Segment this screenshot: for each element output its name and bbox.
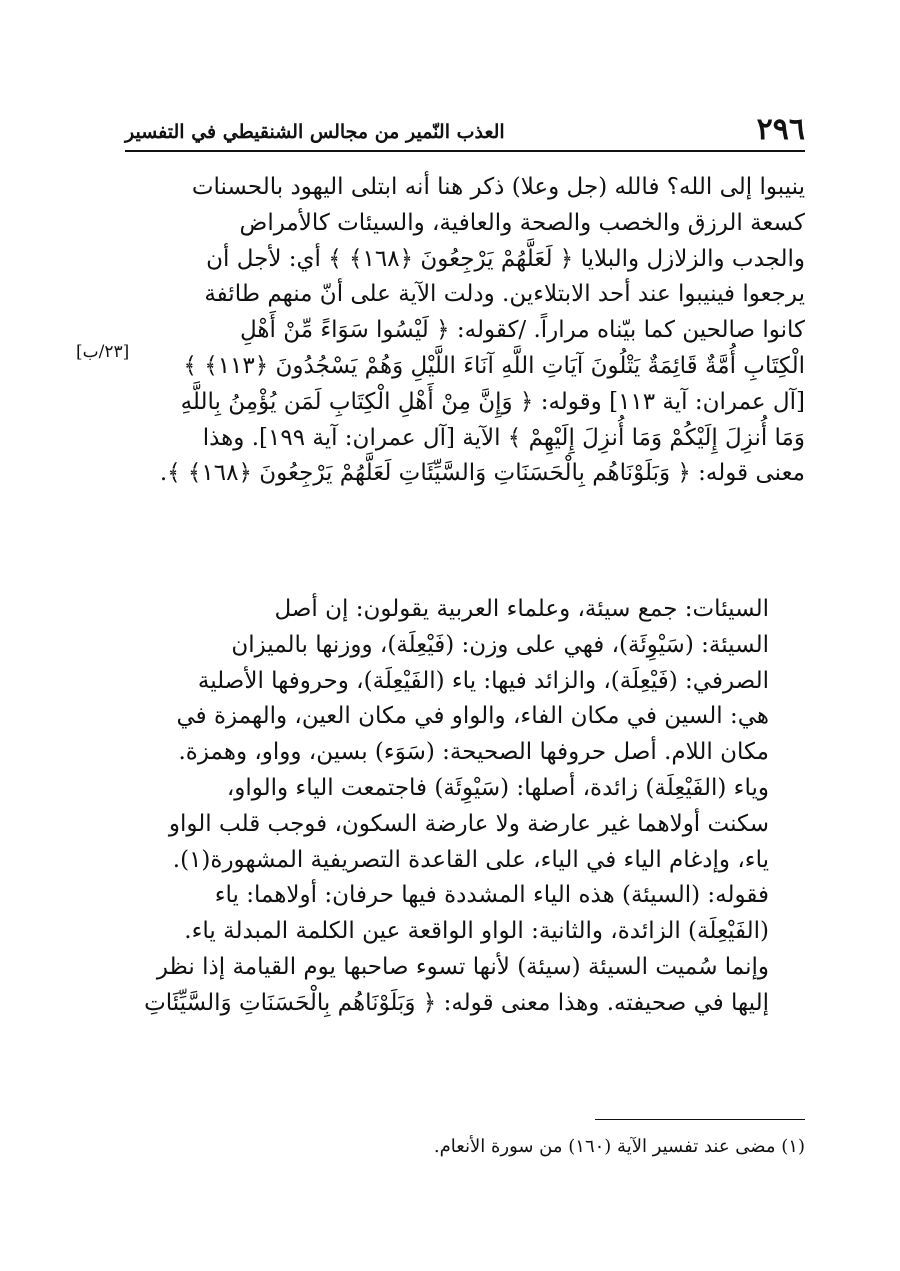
manuscript-folio-marker: [٢٣/ب] <box>76 342 130 362</box>
text-line: وَمَا أُنزِلَ إِلَيْكُمْ وَمَا أُنزِلَ إِلَيْهِمْ ﴾ الآية [آل عمران: آية ١٩٩]. وهذا <box>202 424 805 451</box>
text-line: هي: السين في مكان الفاء، والواو في مكان العين، والهمزة في <box>176 703 769 730</box>
running-title: العذب النّمير من مجالس الشنقيطي في التفسير <box>125 121 505 143</box>
text-line: وياء (الفَيْعِلَة) زائدة، أصلها: (سَيْوِئَة) فاجتمعت الياء والواو، <box>226 774 769 801</box>
footnote: (١) مضى عند تفسير الآية (١٦٠) من سورة الأنعام. <box>433 1136 805 1157</box>
page-header <box>125 108 805 148</box>
text-line: ينيبوا إلى الله؟ فالله (جل وعلا) ذكر هنا أنه ابتلى اليهود بالحسنات <box>191 174 805 200</box>
page-number: ٢٩٦ <box>756 112 805 147</box>
text-line: سكنت أولاهما غير عارضة ولا عارضة السكون، فوجب قلب الواو <box>168 810 769 837</box>
text-line: [آل عمران: آية ١١٣] وقوله: ﴿ وَإِنَّ مِنْ أَهْلِ الْكِتَابِ لَمَن يُؤْمِنُ بِاللَّهِ <box>180 388 805 415</box>
footnote-divider <box>595 1119 805 1120</box>
text-line: مكان اللام. أصل حروفها الصحيحة: (سَوَء) بسين، وواو، وهمزة. <box>178 739 769 766</box>
paragraph-1 <box>125 170 805 492</box>
text-line: الْكِتَابِ أُمَّةٌ قَائِمَةٌ يَتْلُونَ آيَاتِ اللَّهِ آنَاءَ اللَّيْلِ وَهُمْ يَسْجُدُونَ ﴿١١٣﴾ ﴾ <box>183 352 805 379</box>
text-line: كانوا صالحين كما بيّناه مراراً. /كقوله: ﴿ لَيْسُوا سَوَاءً مِّنْ أَهْلِ <box>239 317 805 344</box>
text-line: وإنما سُميت السيئة (سيئة) لأنها تسوء صاحبها يوم القيامة إذا نظر <box>156 953 769 980</box>
text-line: السيئة: (سَيْوِئَة)، فهي على وزن: (فَيْعِلَة)، ووزنها بالميزان <box>231 631 769 658</box>
header-divider <box>125 150 805 152</box>
text-line: والجدب والزلازل والبلايا ﴿ لَعَلَّهُمْ يَرْجِعُونَ ﴿١٦٨﴾ ﴾ أي: لأجل أن <box>206 245 805 272</box>
text-line: يرجعوا فينيبوا عند أحد الابتلاءين. ودلت الآية على أنّ منهم طائفة <box>204 281 805 308</box>
text-line: إليها في صحيفته. وهذا معنى قوله: ﴿ وَبَلَوْنَاهُم بِالْحَسَنَاتِ وَالسَّيِّئَاتِ <box>144 989 769 1016</box>
text-line: كسعة الرزق والخصب والصحة والعافية، والسيئات كالأمراض <box>239 209 805 236</box>
text-line: السيئات: جمع سيئة، وعلماء العربية يقولون: إن أصل <box>274 596 769 622</box>
text-line: (الفَيْعِلَة) الزائدة، والثانية: الواو الواقعة عين الكلمة المبدلة ياء. <box>184 918 769 945</box>
text-line: ياء، وإدغام الياء في الياء، على القاعدة التصريفية المشهورة(١). <box>172 846 769 873</box>
text-line: معنى قوله: ﴿ وَبَلَوْنَاهُم بِالْحَسَنَاتِ وَالسَّيِّئَاتِ لَعَلَّهُمْ يَرْجِعُونَ ﴿١٦٨﴾ ﴾. <box>159 460 805 487</box>
text-line: فقوله: (السيئة) هذه الياء المشددة فيها حرفان: أولاهما: ياء <box>214 882 769 909</box>
text-line: الصرفي: (فَيْعِلَة)، والزائد فيها: ياء (الفَيْعِلَة)، وحروفها الأصلية <box>197 667 769 694</box>
paragraph-2 <box>125 592 805 1022</box>
